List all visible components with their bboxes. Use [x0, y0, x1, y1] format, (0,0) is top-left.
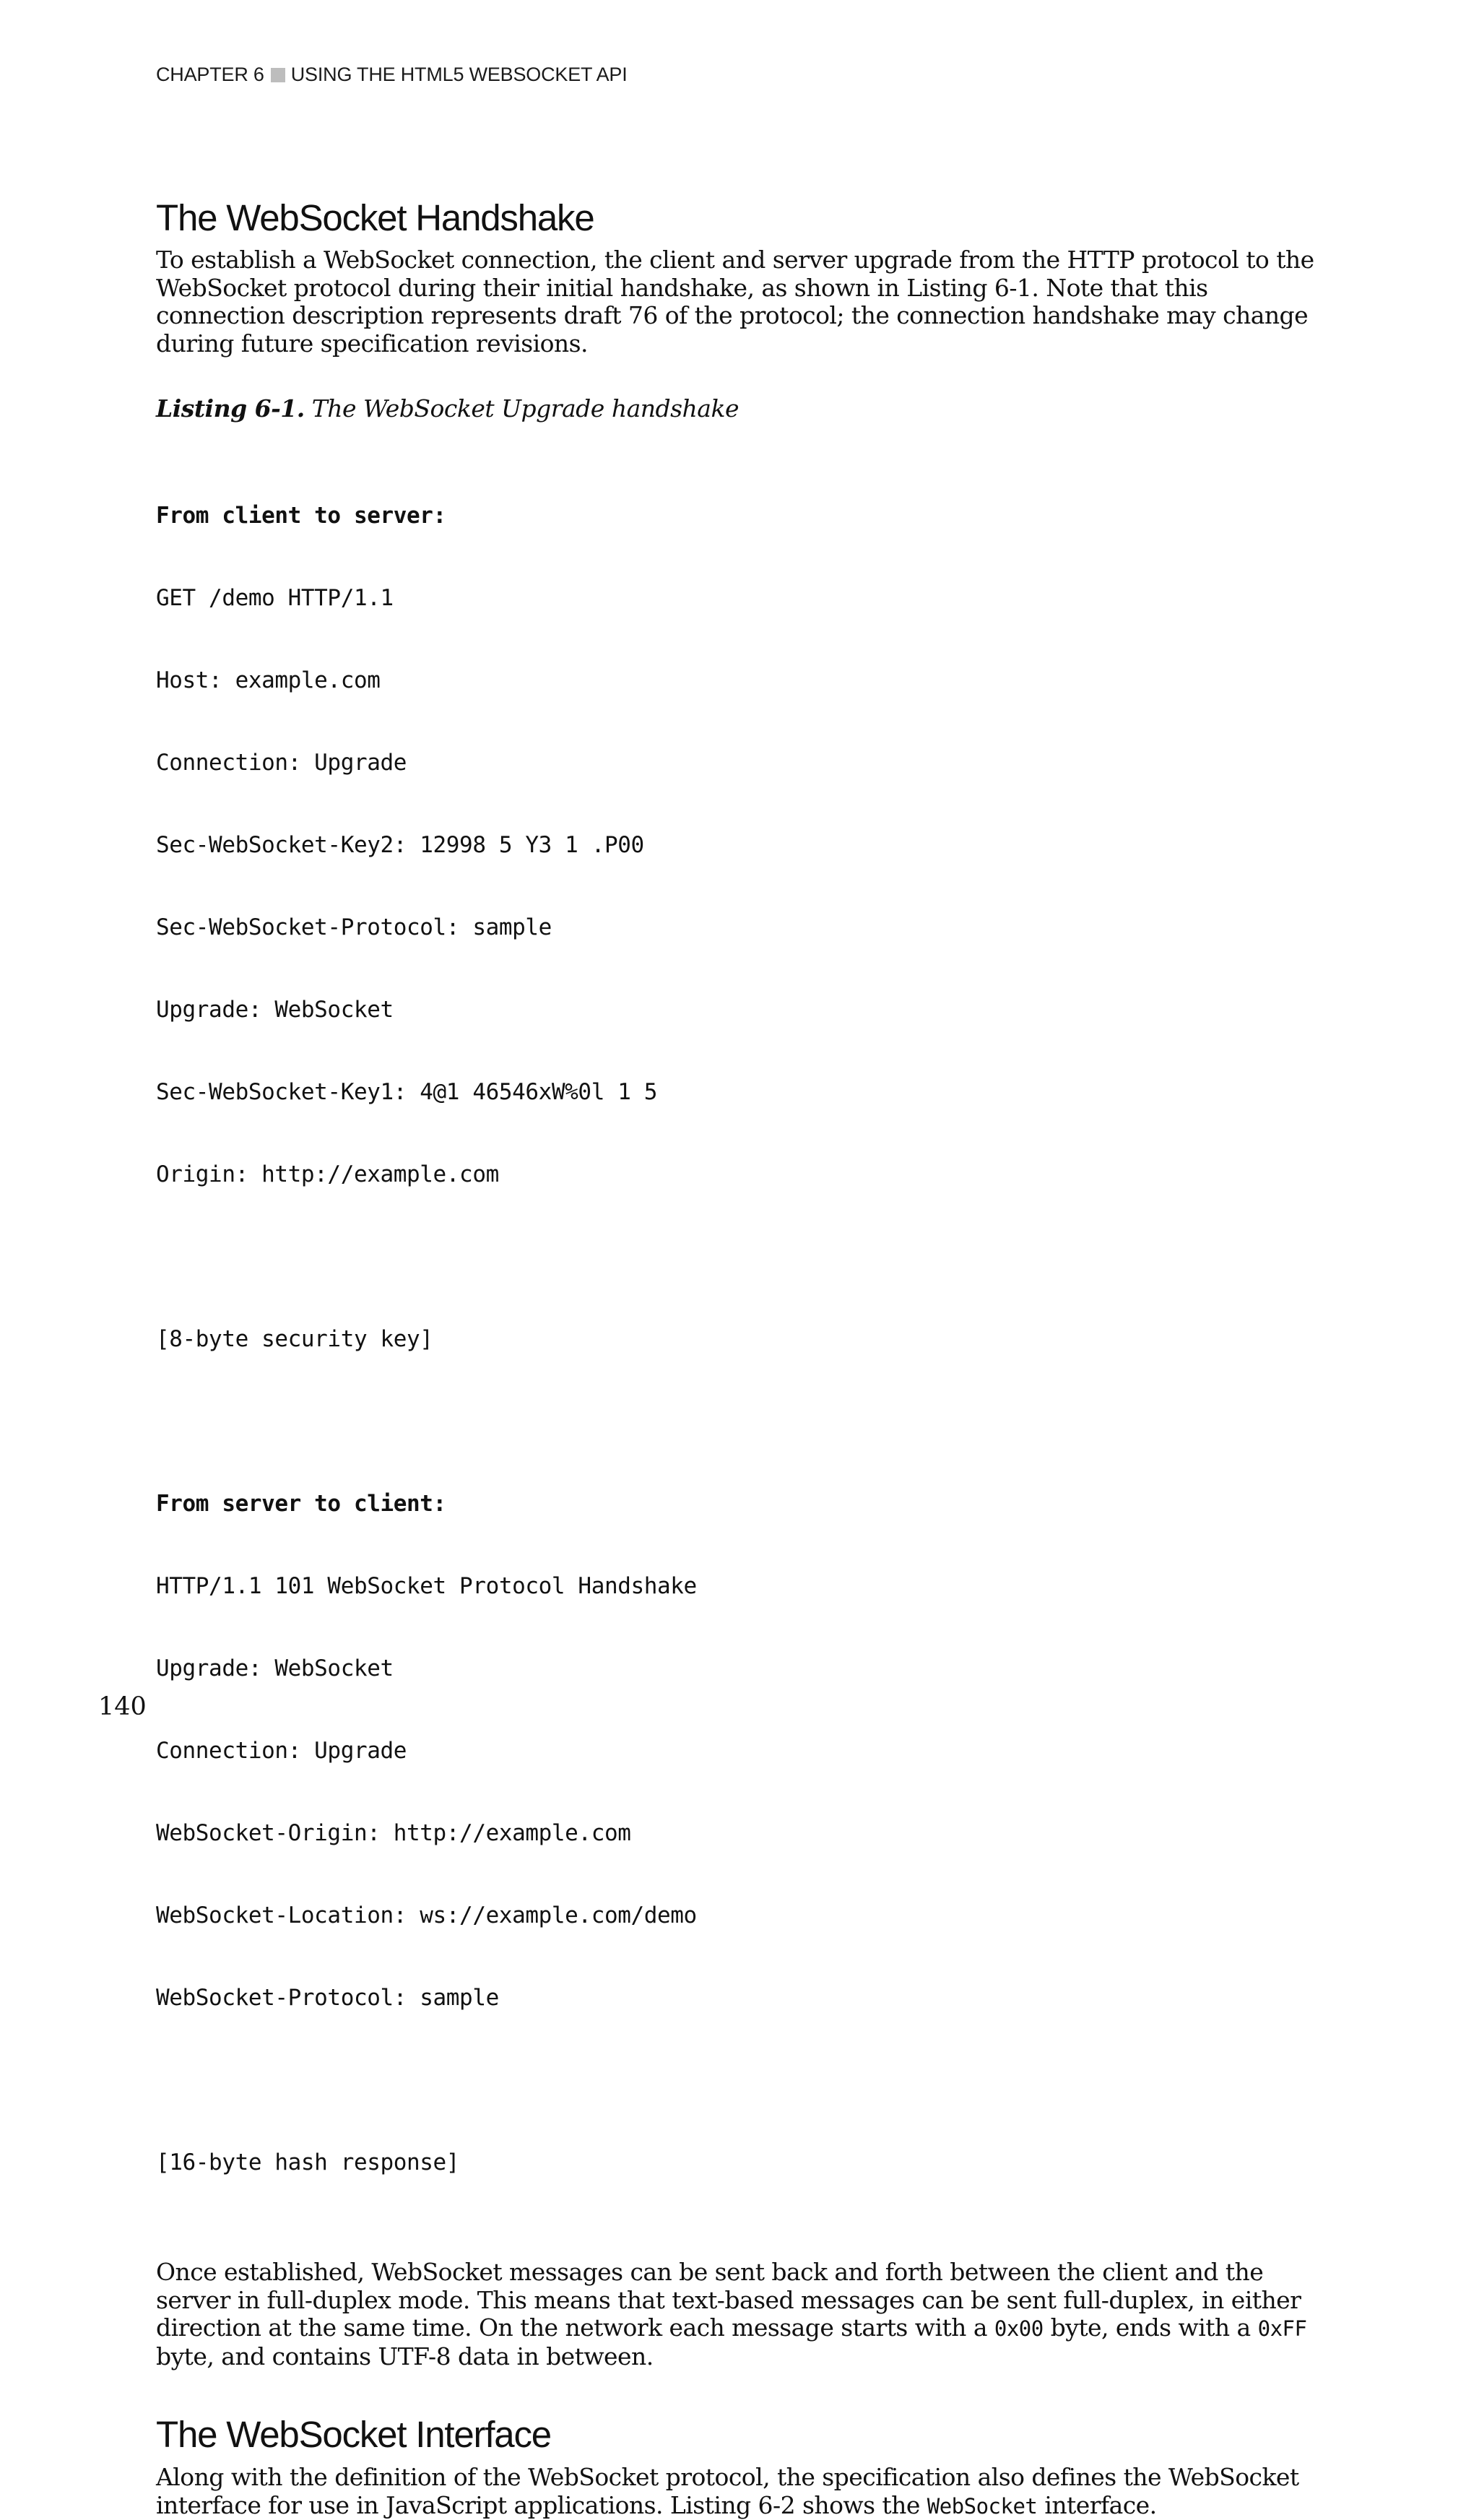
listing-line: Upgrade: WebSocket [156, 997, 394, 1023]
page-number: 140 [98, 1692, 147, 1721]
inline-code-0xff: 0xFF [1257, 2316, 1307, 2341]
listing-line: WebSocket-Location: ws://example.com/demo [156, 1902, 697, 1928]
running-head-title: USING THE HTML5 WEBSOCKET API [290, 64, 628, 85]
running-head-separator [271, 68, 285, 82]
listing-blank-line [156, 2066, 1326, 2094]
interface-text-1: Along with the definition of the WebSocket protocol, the specification also defines the WebSocket interface for use in JavaScript applications. Listing 6-2 shows the [156, 2463, 1299, 2519]
messages-text-2: byte, ends with a [1043, 2313, 1258, 2342]
listing-caption [156, 394, 1326, 423]
listing-line: WebSocket-Protocol: sample [156, 1985, 499, 2011]
listing-caption-number: Listing 6-1. [156, 394, 305, 423]
listing-line: Connection: Upgrade [156, 750, 407, 776]
messages-text-3: byte, and contains UTF-8 data in between. [156, 2342, 654, 2370]
listing-line: Sec-WebSocket-Key2: 12998 5 Y3 1 .P00 [156, 832, 644, 858]
inline-code-websocket: WebSocket [927, 2493, 1038, 2519]
listing-line: Upgrade: WebSocket [156, 1655, 394, 1681]
listing-line: Sec-WebSocket-Protocol: sample [156, 914, 552, 940]
listing-line: Sec-WebSocket-Key1: 4@1 46546xW%0l 1 5 [156, 1079, 658, 1105]
interface-text-2: interface. [1037, 2490, 1157, 2519]
page-content [156, 195, 1326, 2520]
code-listing [156, 447, 1326, 2231]
listing-blank-line [156, 1243, 1326, 1270]
inline-code-0x00: 0x00 [994, 2316, 1044, 2341]
messages-text-1: Once established, WebSocket messages can be sent back and forth between the client and the server in full-duplex mode. This means that text-based messages can be sent full-duplex, in either direction at the same time. On the network each message starts with a [156, 2258, 1301, 2342]
listing-server-hash: [16-byte hash response] [156, 2149, 460, 2175]
listing-line: GET /demo HTTP/1.1 [156, 585, 394, 611]
listing-client-header: From client to server: [156, 503, 446, 529]
handshake-intro-paragraph: To establish a WebSocket connection, the client and server upgrade from the HTTP protocol to the WebSocket protocol during their initial handshake, as shown in Listing 6-1. Note that this connection description represents draft 76 of the protocol; the connection handshake may change during future specification revisions. [156, 246, 1314, 358]
listing-client-key: [8-byte security key] [156, 1326, 433, 1352]
interface-paragraph [156, 2464, 1326, 2520]
listing-line: HTTP/1.1 101 WebSocket Protocol Handshake [156, 1573, 697, 1599]
listing-server-header: From server to client: [156, 1491, 446, 1517]
listing-line: WebSocket-Origin: http://example.com [156, 1820, 631, 1846]
listing-line: Connection: Upgrade [156, 1738, 407, 1764]
section-heading-interface: The WebSocket Interface [156, 2414, 551, 2455]
listing-line: Origin: http://example.com [156, 1161, 499, 1187]
listing-caption-text: The WebSocket Upgrade handshake [311, 394, 740, 423]
listing-line: Host: example.com [156, 667, 381, 693]
messages-paragraph [156, 2259, 1326, 2370]
running-head-chapter: CHAPTER 6 [156, 64, 264, 85]
listing-blank-line [156, 1408, 1326, 1435]
running-head [156, 64, 628, 86]
section-heading-handshake: The WebSocket Handshake [156, 197, 594, 238]
